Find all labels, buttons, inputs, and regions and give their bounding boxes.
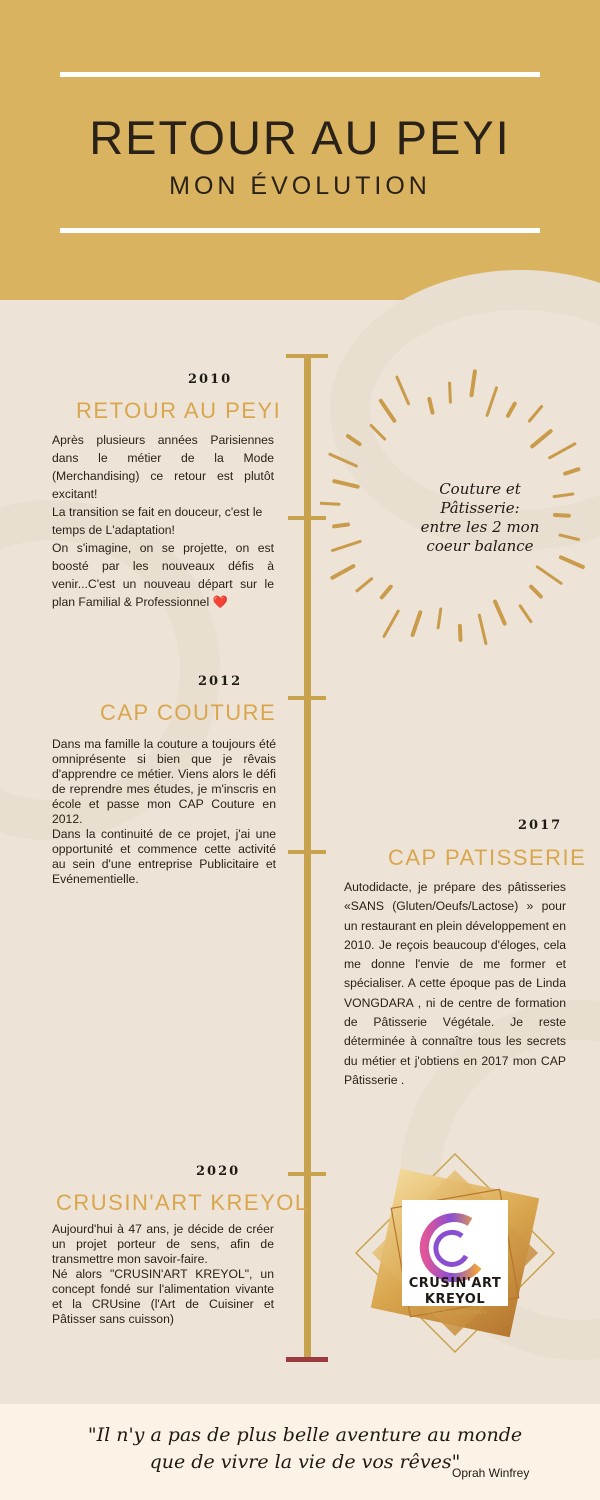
logo-wordmark-line2: KREYOL <box>424 1292 486 1307</box>
sunburst-ray <box>529 407 541 422</box>
sunburst-ray <box>330 454 357 466</box>
caption-line: Pâtisserie: <box>440 499 520 517</box>
sunburst-ray <box>479 615 486 643</box>
sunburst-ray <box>487 388 496 416</box>
sunburst-ray <box>532 431 551 446</box>
sunburst-ray <box>565 469 578 473</box>
quote-author: Oprah Winfrey <box>452 1466 530 1480</box>
sunburst-ray <box>438 609 441 628</box>
sunburst-ray <box>560 535 579 539</box>
section-title-2020: CRUSIN'ART KREYOL <box>56 1190 309 1215</box>
timeline-axis-end <box>286 1357 328 1362</box>
sunburst-ray <box>508 404 515 416</box>
logo-wordmark-line1: CRUSIN'ART <box>408 1276 502 1291</box>
logo-tagline: RAWFOOD ARTISAN <box>423 1310 487 1316</box>
paragraph: Autodidacte, je prépare des pâtisseries «SANS (Gluten/Oeufs/Lactose) » pour un restaurant en plein développement en 2010. Je reçois beaucoup d'éloges, cela me donne l'envie de me former et spécialiser. A cette époque pas de Linda VONGDARA , ni de centre de formation de Pâtisserie Végétale. Je reste déterminée à connaître tous les secrets du métier et j'obtiens en 2017 mon CAP Pâtisserie . <box>344 880 566 1087</box>
sunburst-ray <box>555 515 569 516</box>
sunburst-ray <box>382 587 391 598</box>
paragraph: Dans la continuité de ce projet, j'ai une opportunité et commence cette activité au sein d'une entreprise Publicitaire et Evénementielle. <box>52 827 276 886</box>
section-title-2010: RETOUR AU PEYI <box>76 398 282 423</box>
timeline-tick-2020 <box>288 1172 326 1176</box>
caption-line: Couture et <box>439 480 521 498</box>
sunburst-ray <box>384 611 398 636</box>
sunburst-ray <box>334 481 357 487</box>
section-text-2020 <box>52 1222 274 1327</box>
sunburst-ray <box>495 602 505 624</box>
sunburst-ray <box>332 566 353 578</box>
sunburst-ray <box>334 525 348 527</box>
sunburst-ray <box>537 567 561 584</box>
quote-line: "Il n'y a pas de plus belle aventure au monde <box>87 1424 523 1446</box>
sunburst-ray <box>554 494 573 497</box>
sunburst-ray <box>460 626 461 640</box>
sunburst-ray <box>371 426 384 440</box>
paragraph: Né alors "CRUSIN'ART KREYOL", un concept fondé sur l'alimentation vivante et la CRUsine (l'Art de Cuisiner et Pâtisser sans cuisson) <box>52 1267 274 1326</box>
sunburst-ray <box>333 541 361 550</box>
sunburst-ray <box>413 612 421 635</box>
header-top-rule <box>60 72 540 77</box>
sunburst-ray <box>397 377 409 404</box>
paragraph: Après plusieurs années Parisiennes dans le métier de la Mode (Merchandising) ce retour est plutôt excitant! <box>52 433 274 501</box>
sunburst-ray <box>520 606 531 622</box>
paragraph: Dans ma famille la couture a toujours été omniprésente si bien que je rêvais d'apprendre ce métier. Viens alors le défi de reprendre mes études, je m'inscris en école et passe mon CAP Couture en 2012. <box>52 737 276 826</box>
sunburst-ray <box>381 401 395 421</box>
timeline-tick-2017 <box>288 850 326 854</box>
logo-frame-graphic <box>350 1148 560 1358</box>
sunburst-ray <box>450 383 451 402</box>
section-title-2017: CAP PATISSERIE <box>388 845 587 870</box>
sunburst-ray <box>472 371 475 395</box>
section-text-2010 <box>52 431 274 611</box>
timeline-tick-top <box>286 354 328 358</box>
year-label-2017: 2017 <box>518 818 563 833</box>
sunburst-caption <box>410 480 550 556</box>
sunburst-ray <box>561 557 583 567</box>
page-title: RETOUR AU PEYI <box>89 111 511 164</box>
header-bottom-rule <box>60 228 540 233</box>
sunburst-ray <box>320 503 339 504</box>
year-label-2020: 2020 <box>196 1164 241 1179</box>
sunburst-ray <box>429 399 432 413</box>
brand-logo <box>350 1148 560 1358</box>
header-banner <box>0 0 600 300</box>
paragraph: On s'imagine, on se projette, on est boosté par les nouveaux défis à venir...C'est un nouveau départ sur le plan Familial & Professionnel ❤️ <box>52 541 274 609</box>
sunburst-ray <box>357 579 372 591</box>
section-text-2012 <box>52 737 276 887</box>
quote-line: que de vivre la vie de vos rêves" <box>149 1451 461 1473</box>
timeline-tick-2012 <box>288 696 326 700</box>
year-label-2010: 2010 <box>188 372 233 387</box>
page-subtitle: MON ÉVOLUTION <box>169 172 431 200</box>
section-title-2012: CAP COUTURE <box>100 700 277 725</box>
caption-line: coeur balance <box>426 537 534 555</box>
section-text-2017 <box>344 878 566 1090</box>
sunburst-ray <box>348 436 360 444</box>
sunburst-ray <box>531 587 541 597</box>
caption-line: entre les 2 mon <box>420 518 540 536</box>
year-label-2012: 2012 <box>198 674 243 689</box>
paragraph: La transition se fait en douceur, c'est le temps de L'adaptation! <box>52 505 263 537</box>
sunburst-ray <box>550 444 575 458</box>
paragraph: Aujourd'hui à 47 ans, je décide de créer un projet porteur de sens, afin de transmettre mon savoir-faire. <box>52 1222 274 1266</box>
